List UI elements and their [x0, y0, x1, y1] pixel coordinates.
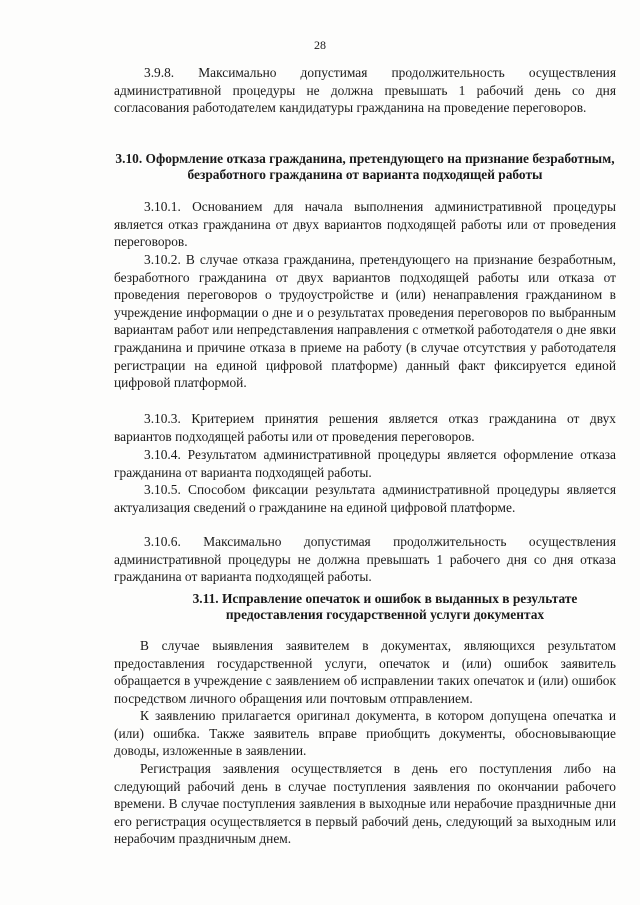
- paragraph-3-10-2: 3.10.2. В случае отказа гражданина, претендующего на признание безработным, безработного гражданина от двух вариантов подходящей работы или отказа от проведения переговоров о трудоустройстве и (или) ненаправления гражданином в учреждение информации о дне и о результатах проведения переговоров по выбранным вариантам работ или непредставления направления с отметкой работодателя о дне явки гражданина и причине отказа в приеме на работу (в случае отсутствия у работодателя регистрации на единой цифровой платформе) данный факт фиксируется единой цифровой платформой.: [114, 252, 616, 391]
- paragraph-3-11-b: К заявлению прилагается оригинал документа, в котором допущена опечатка и (или) ошибка. Также заявитель вправе приобщить документы, обосновывающие доводы, изложенные в заявлении.: [114, 708, 616, 759]
- paragraph-3-10-4: 3.10.4. Результатом административной процедуры является оформление отказа гражданина от варианта подходящей работы.: [114, 447, 616, 480]
- page-number: 28: [314, 38, 326, 52]
- heading-3-10: 3.10. Оформление отказа гражданина, претендующего на признание безработным, безработного гражданина от варианта подходящей работы: [115, 151, 615, 182]
- paragraph-3-11-c: Регистрация заявления осуществляется в день его поступления либо на следующий рабочий день в случае поступления заявления по окончании рабочего времени. В случае поступления заявления в выходные или нерабочие праздничные дни его регистрация осуществляется в первый рабочий день, следующий за выходным или нерабочим праздничным днем.: [114, 761, 616, 847]
- paragraph-3-10-5: 3.10.5. Способом фиксации результата административной процедуры является актуализация сведений о гражданине на единой цифровой платформе.: [114, 482, 616, 515]
- paragraph-3-10-1: 3.10.1. Основанием для начала выполнения административной процедуры является отказ гражданина от двух вариантов подходящей работы или от проведения переговоров.: [114, 199, 616, 250]
- paragraph-3-9-8: 3.9.8. Максимально допустимая продолжительность осуществления административной процедуры не должна превышать 1 рабочий день со дня согласования работодателем кандидатуры гражданина на проведение переговоров.: [114, 65, 616, 116]
- paragraph-3-11-a: В случае выявления заявителем в документах, являющихся результатом предоставления государственной услуги, опечаток и (или) ошибок заявитель обращается в учреждение с заявлением об исправлении таких опечаток и (или) ошибок посредством личного обращения или почтовым отправлением.: [114, 638, 616, 706]
- paragraph-3-10-3: 3.10.3. Критерием принятия решения является отказ гражданина от двух вариантов подходящей работы или от проведения переговоров.: [114, 411, 616, 444]
- paragraph-3-10-6: 3.10.6. Максимально допустимая продолжительность осуществления административной процедуры не должна превышать 1 рабочего дня со дня отказа гражданина от варианта подходящей работы.: [114, 534, 616, 585]
- heading-3-11: 3.11. Исправление опечаток и ошибок в выданных в результате предоставления государственной услуги документах: [192, 591, 578, 622]
